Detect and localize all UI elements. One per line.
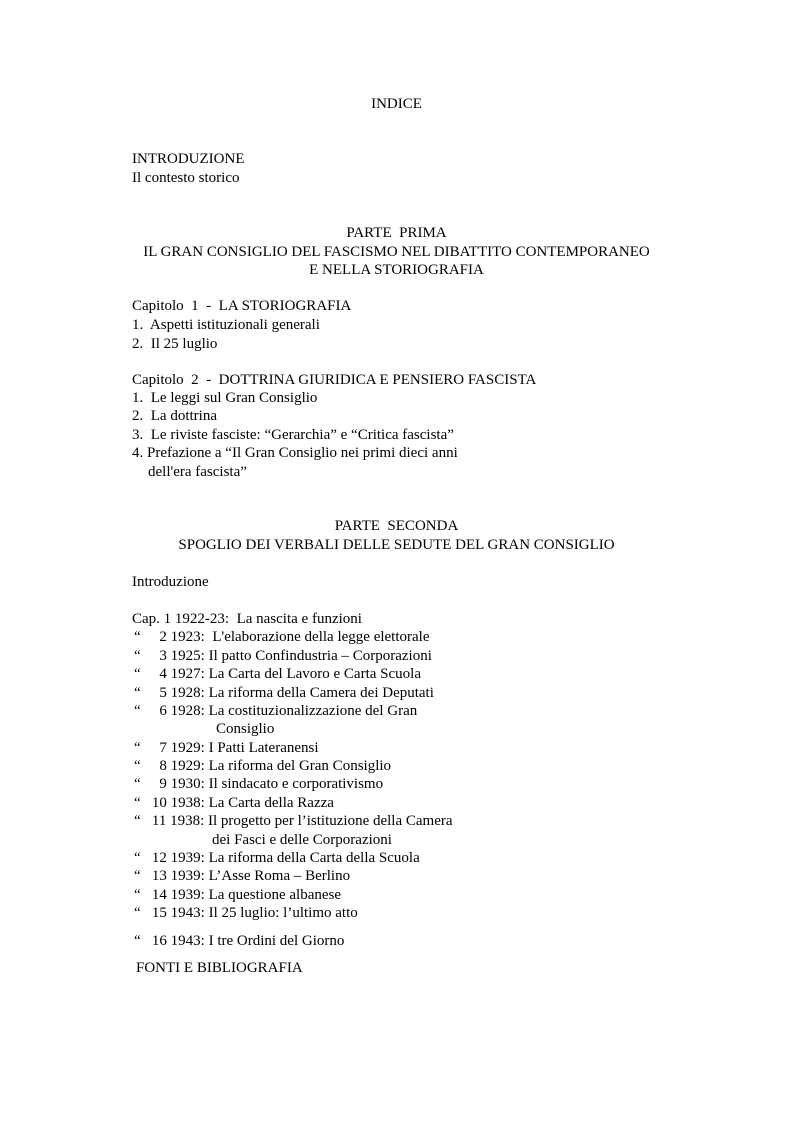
- fonti-bibliografia: FONTI E BIBLIOGRAFIA: [136, 960, 303, 976]
- chapter-entry: “ 7 1929: I Patti Lateranensi: [134, 740, 319, 756]
- page-title: INDICE: [371, 96, 422, 112]
- chapter-entry-continuation: dei Fasci e delle Corporazioni: [212, 832, 392, 848]
- parte-seconda-title: SPOGLIO DEI VERBALI DELLE SEDUTE DEL GRAN CONSIGLIO: [178, 537, 615, 553]
- chapter-entry: “ 13 1939: L’Asse Roma – Berlino: [134, 868, 351, 884]
- chapter-entry: “ 8 1929: La riforma del Gran Consiglio: [134, 758, 392, 774]
- introduzione-subtitle: Il contesto storico: [132, 170, 240, 186]
- capitolo-2-heading: Capitolo 2 - DOTTRINA GIURIDICA E PENSIERO FASCISTA: [132, 372, 537, 388]
- list-item: 1. Le leggi sul Gran Consiglio: [132, 390, 318, 406]
- list-item: 3. Le riviste fasciste: “Gerarchia” e “Critica fascista”: [132, 427, 454, 443]
- list-item: 4. Prefazione a “Il Gran Consiglio nei primi dieci anni: [132, 445, 458, 461]
- parte-prima-title-2: E NELLA STORIOGRAFIA: [309, 262, 484, 278]
- chapter-entry: “ 11 1938: Il progetto per l’istituzione della Camera: [134, 813, 453, 829]
- chapter-entry: “ 6 1928: La costituzionalizzazione del Gran: [134, 703, 418, 719]
- parte-prima-label: PARTE PRIMA: [346, 225, 447, 241]
- parte-seconda-label: PARTE SECONDA: [334, 518, 459, 534]
- chapter-entry: “ 16 1943: I tre Ordini del Giorno: [134, 933, 345, 949]
- chapter-entry: “ 10 1938: La Carta della Razza: [134, 795, 334, 811]
- chapter-entry: “ 14 1939: La questione albanese: [134, 887, 342, 903]
- list-item: 1. Aspetti istituzionali generali: [132, 317, 320, 333]
- chapter-entry-continuation: Consiglio: [216, 721, 275, 737]
- parte-seconda-intro: Introduzione: [132, 574, 209, 590]
- capitolo-1-heading: Capitolo 1 - LA STORIOGRAFIA: [132, 298, 352, 314]
- chapter-entry: “ 12 1939: La riforma della Carta della Scuola: [134, 850, 420, 866]
- parte-prima-title-1: IL GRAN CONSIGLIO DEL FASCISMO NEL DIBATTITO CONTEMPORANEO: [143, 244, 650, 260]
- list-item-continuation: dell'era fascista”: [148, 464, 247, 480]
- chapter-entry: “ 3 1925: Il patto Confindustria – Corporazioni: [134, 648, 432, 664]
- chapter-entry: “ 2 1923: L'elaborazione della legge elettorale: [134, 629, 430, 645]
- list-item: 2. Il 25 luglio: [132, 336, 218, 352]
- chapter-entry: “ 15 1943: Il 25 luglio: l’ultimo atto: [134, 905, 358, 921]
- chapter-entry: Cap. 1 1922-23: La nascita e funzioni: [132, 611, 362, 627]
- chapter-entry: “ 4 1927: La Carta del Lavoro e Carta Scuola: [134, 666, 421, 682]
- list-item: 2. La dottrina: [132, 408, 217, 424]
- chapter-entry: “ 9 1930: Il sindacato e corporativismo: [134, 776, 384, 792]
- chapter-entry: “ 5 1928: La riforma della Camera dei Deputati: [134, 685, 434, 701]
- introduzione-heading: INTRODUZIONE: [132, 151, 245, 167]
